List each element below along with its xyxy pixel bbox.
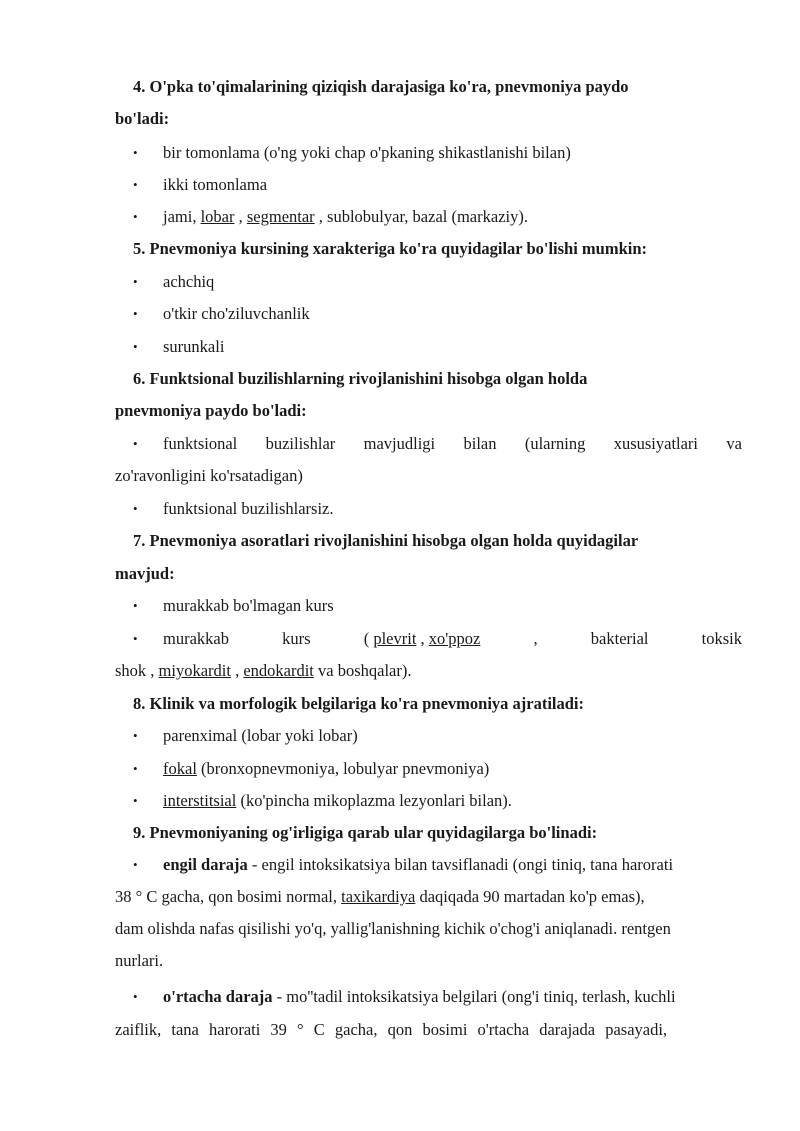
word-group xyxy=(364,628,481,650)
list-item xyxy=(163,790,512,812)
list-item-continuation xyxy=(115,886,742,908)
section-4-heading-line1: 4. O'pka to'qimalarining qiziqish darajasiga ko'ra, pnevmoniya paydo xyxy=(133,77,629,96)
bold-term: engil daraja xyxy=(163,855,248,874)
word: murakkab xyxy=(163,629,229,648)
bullet-dot: • xyxy=(133,436,138,451)
word: va xyxy=(726,434,742,453)
bold-term: o'rtacha daraja xyxy=(163,987,273,1006)
word: (ularning xyxy=(524,434,586,453)
text-span: - engil intoksikatsiya bilan tavsiflanadi (ongi tiniq, tana harorati xyxy=(247,855,674,874)
text-span: , sublobulyar, bazal (markaziy). xyxy=(314,207,528,226)
word: xususiyatlari xyxy=(613,434,699,453)
text-span: va boshqalar). xyxy=(313,661,412,680)
word: bilan xyxy=(463,434,497,453)
bullet-dot: • xyxy=(133,209,138,224)
bullet-dot: • xyxy=(133,631,138,646)
link-endokardit[interactable]: endokardit xyxy=(243,661,314,680)
list-item-continuation: dam olishda nafas qisilishi yo'q, yallig'lanishning kichik o'chog'i aniqlanadi. rentgen xyxy=(115,919,671,938)
list-item-continuation: zaiflik, tana harorati 39 ° C gacha, qon bosimi o'rtacha darajada pasayadi, xyxy=(115,1020,668,1039)
bullet-dot: • xyxy=(133,501,138,516)
link-interstitsial[interactable]: interstitsial xyxy=(163,791,237,810)
text-span: , xyxy=(416,629,429,648)
link-lobar[interactable]: lobar xyxy=(200,207,235,226)
list-item xyxy=(163,758,489,780)
list-item xyxy=(163,854,742,876)
list-item: parenximal (lobar yoki lobar) xyxy=(163,726,358,745)
text-span: (ko'pincha mikoplazma lezyonlari bilan). xyxy=(236,791,512,810)
text-span: 38 ° C gacha, qon bosimi normal, xyxy=(115,887,342,906)
bullet-dot: • xyxy=(133,274,138,289)
word: kurs xyxy=(282,629,311,648)
bullet-dot: • xyxy=(133,728,138,743)
list-item-continuation xyxy=(115,660,411,682)
word: funktsional xyxy=(163,434,238,453)
bullet-dot: • xyxy=(133,857,138,872)
bullet-dot: • xyxy=(133,761,138,776)
section-4-heading-line2: bo'ladi: xyxy=(115,109,170,128)
bullet-dot: • xyxy=(133,598,138,613)
section-6-heading-line1: 6. Funktsional buzilishlarning rivojlanishini hisobga olgan holda xyxy=(133,369,588,388)
bullet-dot: • xyxy=(133,989,138,1004)
list-item: bir tomonlama (o'ng yoki chap o'pkaning shikastlanishi bilan) xyxy=(163,143,571,162)
word: buzilishlar xyxy=(265,434,336,453)
text-span: - mo''tadil intoksikatsiya belgilari (ong'i tiniq, terlash, kuchli xyxy=(272,987,676,1006)
bullet-dot: • xyxy=(133,793,138,808)
word: , xyxy=(533,629,538,648)
text-span: , xyxy=(234,207,247,226)
list-item-justified-line xyxy=(163,433,742,455)
link-xoppoz[interactable]: xo'ppoz xyxy=(428,629,481,648)
section-5-heading: 5. Pnevmoniya kursining xarakteriga ko'ra quyidagilar bo'lishi mumkin: xyxy=(133,239,648,258)
list-item-justified-line xyxy=(163,628,742,650)
list-item: ikki tomonlama xyxy=(163,175,268,194)
list-item: achchiq xyxy=(163,272,215,291)
section-7-heading-line2: mavjud: xyxy=(115,564,175,583)
bullet-dot: • xyxy=(133,339,138,354)
text-span: daqiqada 90 martadan ko'p emas), xyxy=(415,887,645,906)
text-span: ( xyxy=(363,629,370,648)
section-6-heading-line2: pnevmoniya paydo bo'ladi: xyxy=(115,401,307,420)
section-7-heading-line1: 7. Pnevmoniya asoratlari rivojlanishini hisobga olgan holda quyidagilar xyxy=(133,531,639,550)
link-taxikardiya[interactable]: taxikardiya xyxy=(341,887,416,906)
section-8-heading: 8. Klinik va morfologik belgilariga ko'ra pnevmoniya ajratiladi: xyxy=(133,694,585,713)
text-span: shok , xyxy=(115,661,159,680)
text-span: (bronxopnevmoniya, lobulyar pnevmoniya) xyxy=(196,759,490,778)
list-item: murakkab bo'lmagan kurs xyxy=(163,596,334,615)
list-item xyxy=(163,986,742,1008)
bullet-dot: • xyxy=(133,177,138,192)
bullet-dot: • xyxy=(133,306,138,321)
list-item xyxy=(163,206,528,228)
link-segmentar[interactable]: segmentar xyxy=(246,207,315,226)
word: bakterial xyxy=(590,629,649,648)
list-item: funktsional buzilishlarsiz. xyxy=(163,499,334,518)
list-item: o'tkir cho'ziluvchanlik xyxy=(163,304,310,323)
text-span: jami, xyxy=(163,207,201,226)
bullet-dot: • xyxy=(133,145,138,160)
link-plevrit[interactable]: plevrit xyxy=(373,629,417,648)
list-item-continuation: zo'ravonligini ko'rsatadigan) xyxy=(115,466,303,485)
list-item: surunkali xyxy=(163,337,225,356)
section-9-heading: 9. Pnevmoniyaning og'irligiga qarab ular quyidagilarga bo'linadi: xyxy=(133,823,598,842)
link-fokal[interactable]: fokal xyxy=(163,759,197,778)
list-item-continuation: nurlari. xyxy=(115,951,164,970)
word: mavjudligi xyxy=(363,434,436,453)
text-span: , xyxy=(230,661,244,680)
word: toksik xyxy=(701,629,742,648)
link-miyokardit[interactable]: miyokardit xyxy=(158,661,231,680)
